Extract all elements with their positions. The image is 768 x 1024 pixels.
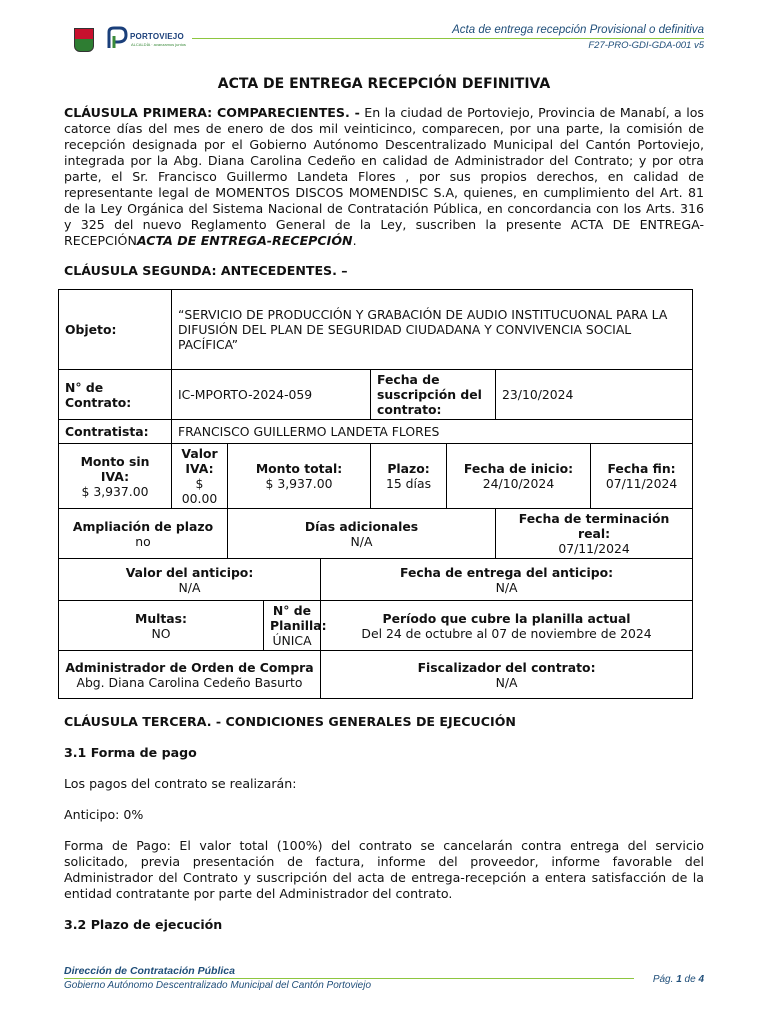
fiscalizador-value: N/A bbox=[495, 674, 518, 690]
anticipo-cell bbox=[59, 559, 321, 601]
valor-iva-value: $ 00.00 bbox=[181, 476, 218, 506]
monto-total-label: Monto total: bbox=[255, 461, 343, 476]
fiscalizador-label: Fiscalizador del contrato: bbox=[417, 659, 596, 675]
terminacion-label: Fecha de terminación real: bbox=[518, 511, 670, 541]
page-current: 1 bbox=[676, 974, 682, 985]
clause-2-heading: CLÁUSULA SEGUNDA: ANTECEDENTES. – bbox=[64, 263, 348, 278]
contract-info-table bbox=[58, 289, 693, 699]
monto-total-value: $ 3,937.00 bbox=[265, 476, 333, 491]
plazo-cell bbox=[371, 444, 447, 509]
clause-1-end: . bbox=[352, 233, 357, 248]
contrato-value: IC-MPORTO-2024-059 bbox=[172, 370, 371, 420]
portoviejo-logo-icon bbox=[106, 26, 128, 50]
objeto-label: Objeto: bbox=[59, 290, 172, 370]
objeto-value: “SERVICIO DE PRODUCCIÓN Y GRABACIÓN DE AUDIO INSTITUCUONAL PARA LA DIFUSIÓN DEL PLAN DE SEGURIDAD CIUDADANA Y CONVIVENCIA SOCIAL PACÍFICA” bbox=[172, 290, 693, 370]
planilla-label: N° de Planilla: bbox=[270, 603, 327, 633]
valor-iva-label: Valor IVA: bbox=[181, 446, 218, 476]
header-rule bbox=[192, 38, 704, 39]
footer-department: Dirección de Contratación Pública bbox=[64, 965, 235, 977]
clause-1-body: En la ciudad de Portoviejo, Provincia de Manabí, a los catorce días del mes de enero de dos mil veinticinco, comparecen, por una parte, la comisión de recepción designada por el Gobierno Autónomo Descentralizado Municipal del Cantón Portoviejo, integrada por la Abg. Diana Carolina Cedeño en calidad de Administrador del Contrato; y por otra parte, el Sr. Francisco Guillermo Landeta Flores , por sus propios derechos, en calidad de representante legal de MOMENTOS DISCOS MOMENDISC S.A, quienes, en cumplimiento del Art. 81 de la Ley Orgánica del Sistema Nacional de Contratación Pública, en concordancia con los Arts. 316 y 325 del nuevo Reglamento General de la Ley, suscriben la presente ACTA DE ENTREGA-RECEPCIÓN bbox=[64, 105, 704, 248]
dias-adicionales-value: N/A bbox=[350, 533, 373, 549]
contratista-value: FRANCISCO GUILLERMO LANDETA FLORES bbox=[172, 420, 693, 444]
municipal-shield-logo bbox=[74, 28, 94, 52]
footer-institution: Gobierno Autónomo Descentralizado Municipal del Cantón Portoviejo bbox=[64, 980, 372, 991]
header-doc-code: F27-PRO-GDI-GDA-001 v5 bbox=[588, 40, 704, 51]
monto-sin-iva-cell bbox=[59, 444, 172, 509]
plazo-value: 15 días bbox=[385, 476, 432, 491]
page-header bbox=[0, 0, 768, 60]
fiscalizador-cell bbox=[321, 651, 693, 699]
anticipo-value: N/A bbox=[178, 579, 201, 595]
header-doc-title: Acta de entrega recepción Provisional o definitiva bbox=[452, 24, 704, 36]
admin-cell bbox=[59, 651, 321, 699]
clause-1-emphasis: ACTA DE ENTREGA-RECEPCIÓN bbox=[136, 233, 353, 248]
terminacion-cell bbox=[496, 509, 693, 559]
ampliacion-value: no bbox=[135, 533, 151, 549]
planilla-value: ÚNICA bbox=[272, 633, 312, 648]
anticipo-label: Valor del anticipo: bbox=[125, 564, 254, 580]
multas-cell bbox=[59, 601, 264, 651]
fecha-fin-cell bbox=[591, 444, 693, 509]
valor-iva-cell bbox=[172, 444, 228, 509]
fecha-inicio-cell bbox=[447, 444, 591, 509]
dias-adicionales-label: Días adicionales bbox=[304, 518, 419, 534]
entrega-anticipo-label: Fecha de entrega del anticipo: bbox=[399, 564, 614, 580]
planilla-cell bbox=[264, 601, 327, 651]
monto-total-cell bbox=[228, 444, 371, 509]
fecha-inicio-value: 24/10/2024 bbox=[482, 476, 555, 491]
page-number bbox=[653, 974, 704, 985]
fecha-inicio-label: Fecha de inicio: bbox=[463, 461, 574, 476]
monto-sin-iva-label: Monto sin IVA: bbox=[80, 453, 150, 484]
contratista-label: Contratista: bbox=[59, 420, 172, 444]
terminacion-value: 07/11/2024 bbox=[558, 541, 630, 556]
logo-text: PORTOVIEJO bbox=[130, 32, 184, 41]
multas-value: NO bbox=[151, 625, 171, 641]
fecha-fin-label: Fecha fin: bbox=[607, 461, 676, 476]
logo-tagline: ALCALDÍA · avanzamos juntos bbox=[131, 42, 186, 47]
fecha-fin-value: 07/11/2024 bbox=[605, 476, 678, 491]
clause-1 bbox=[64, 105, 704, 249]
page-title: ACTA DE ENTREGA RECEPCIÓN DEFINITIVA bbox=[217, 76, 551, 92]
payment-terms: Forma de Pago: El valor total (100%) del contrato se cancelarán contra entrega del servicio solicitado, previa presentación de factura, informe del proveedor, informe favorable del Administrador del Contrato y suscripción del acta de entrega-recepción a entera satisfacción de la entidad contratante por parte del Administrador del contrato. bbox=[64, 838, 704, 901]
multas-label: Multas: bbox=[134, 610, 187, 626]
clause-3-heading: CLÁUSULA TERCERA. - CONDICIONES GENERALES DE EJECUCIÓN bbox=[64, 714, 516, 729]
section-3-2-heading: 3.2 Plazo de ejecución bbox=[64, 917, 223, 932]
monto-sin-iva-value: $ 3,937.00 bbox=[81, 483, 149, 499]
suscripcion-value: 23/10/2024 bbox=[496, 370, 693, 420]
ampliacion-cell bbox=[59, 509, 228, 559]
periodo-label: Período que cubre la planilla actual bbox=[382, 610, 631, 626]
admin-value: Abg. Diana Carolina Cedeño Basurto bbox=[76, 674, 303, 690]
footer-rule bbox=[64, 978, 634, 979]
contrato-label: N° de Contrato: bbox=[59, 370, 172, 420]
admin-label: Administrador de Orden de Compra bbox=[65, 659, 314, 675]
periodo-value: Del 24 de octubre al 07 de noviembre de 2024 bbox=[361, 625, 652, 641]
page-mid: de bbox=[681, 974, 699, 985]
periodo-cell bbox=[321, 601, 693, 651]
dias-adicionales-cell bbox=[228, 509, 496, 559]
entrega-anticipo-value: N/A bbox=[495, 579, 518, 595]
page-prefix: Pág. bbox=[652, 974, 677, 985]
payments-intro: Los pagos del contrato se realizarán: bbox=[64, 776, 297, 791]
document-body bbox=[64, 72, 704, 933]
anticipo-percent: Anticipo: 0% bbox=[64, 807, 144, 822]
plazo-label: Plazo: bbox=[387, 461, 430, 476]
clause-1-heading: CLÁUSULA PRIMERA: COMPARECIENTES. - bbox=[64, 105, 360, 120]
suscripcion-label: Fecha de suscripción del contrato: bbox=[371, 370, 496, 420]
ampliacion-label: Ampliación de plazo bbox=[72, 518, 214, 534]
page-total: 4 bbox=[698, 974, 704, 985]
section-3-1-heading: 3.1 Forma de pago bbox=[64, 745, 197, 760]
entrega-anticipo-cell bbox=[321, 559, 693, 601]
